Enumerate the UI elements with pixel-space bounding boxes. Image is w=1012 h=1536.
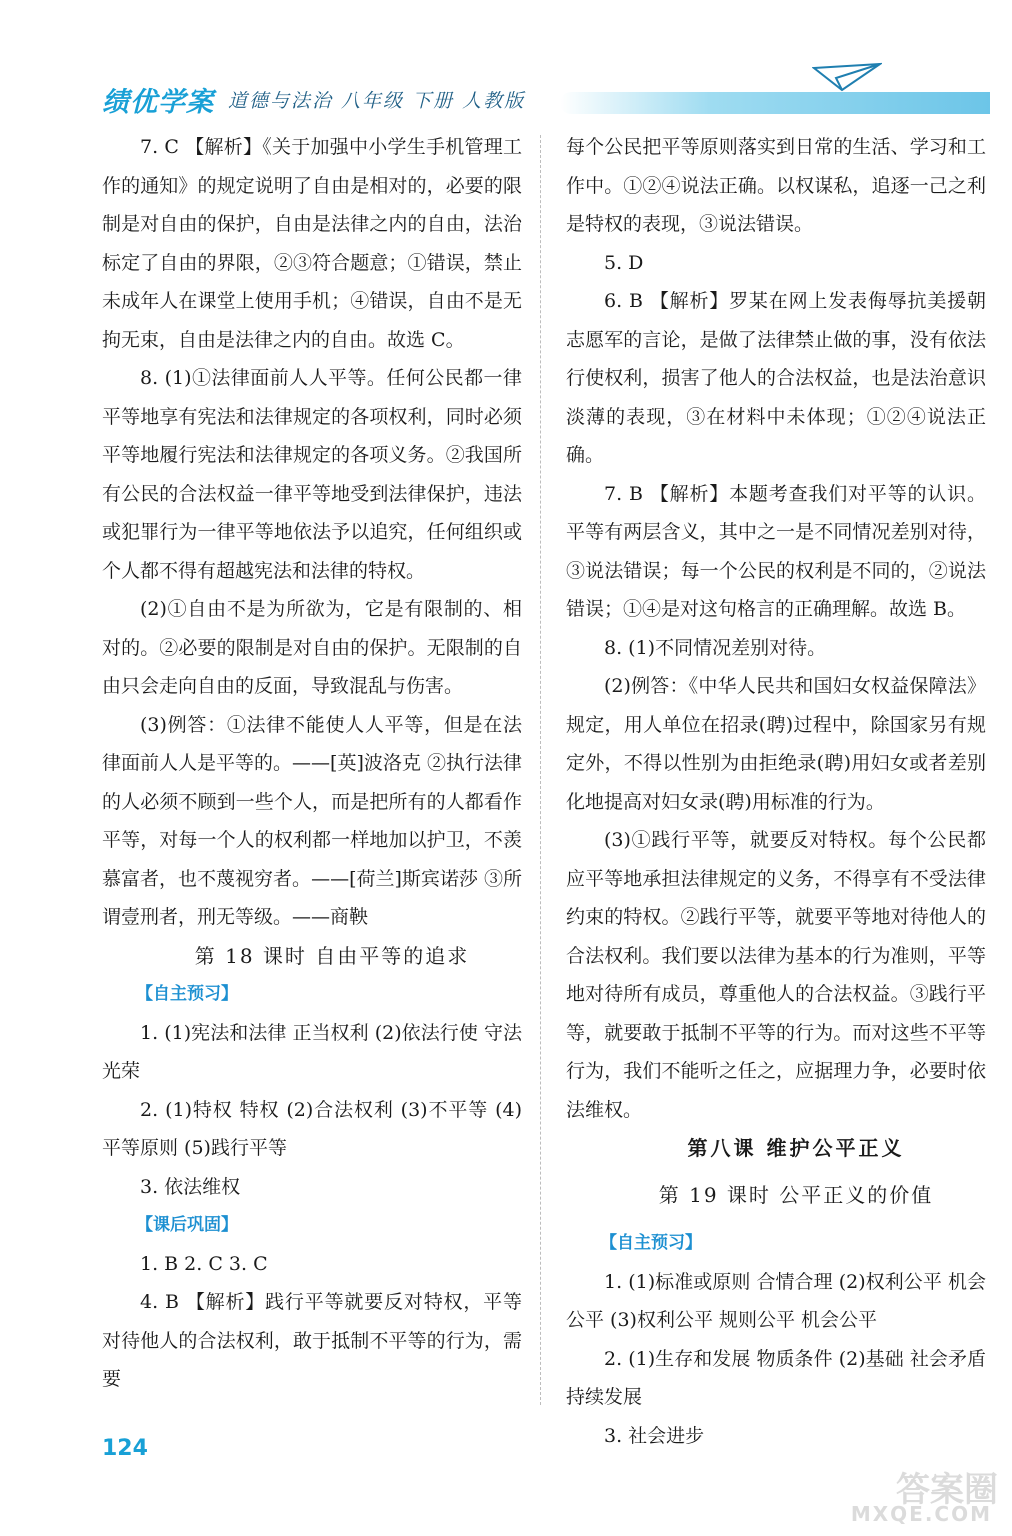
page-header xyxy=(0,0,1012,125)
tag-after-class: 【课后巩固】 xyxy=(136,1215,238,1235)
watermark-text: 答案圈 xyxy=(896,1470,998,1510)
section-title-19: 第 19 课时 公平正义的价值 xyxy=(658,1182,934,1207)
header-decor-band xyxy=(560,92,990,114)
preview-l-3: 3. 依法维权 xyxy=(140,1175,241,1198)
watermark-logo xyxy=(838,1462,998,1530)
watermark-url: MXQE.COM xyxy=(850,1502,992,1526)
answer-l-q7: 7. C 【解析】《关于加强中小学生手机管理工作的通知》的规定说明了自由是相对的，必要的限制是对自由的保护，自由是法律之内的自由，法治标定了自由的界限，②③符合题意；①错误，禁止未成年人在课堂上使用手机；④错误，自由不是无拘无束，自由是法律之内的自由。故选 C。 xyxy=(102,136,522,351)
tag-self-preview-r: 【自主预习】 xyxy=(600,1233,702,1253)
preview-r-2: 2. (1)生存和发展 物质条件 (2)基础 社会矛盾 持续发展 xyxy=(566,1347,986,1408)
answer-l-q8-1: 8. (1)①法律面前人人平等。任何公民都一律平等地享有宪法和法律规定的各项权利，同时必须平等地履行宪法和法律规定的各项义务。②我国所有公民的合法权益一律平等地受到法律保护，违法或犯罪行为一律平等地依法予以追究，任何组织或个人都不得有超越宪法和法律的特权。 xyxy=(102,367,522,582)
preview-r-1: 1. (1)标准或原则 合情合理 (2)权利公平 机会公平 (3)权利公平 规则公平 机会公平 xyxy=(566,1270,986,1331)
answer-r-continued: 每个公民把平等原则落实到日常的生活、学习和工作中。①②④说法正确。以权谋私，追逐一己之利是特权的表现，③说法错误。 xyxy=(566,136,986,235)
book-subtitle: 道德与法治 八年级 下册 人教版 xyxy=(228,90,526,112)
column-divider xyxy=(540,135,541,1405)
page-number: 124 xyxy=(102,1436,148,1461)
review-l-4: 4. B 【解析】践行平等就要反对特权，平等对待他人的合法权利，敢于抵制不平等的行为，需要 xyxy=(102,1291,522,1390)
answer-r-q7: 7. B 【解析】本题考查我们对平等的认识。平等有两层含义，其中之一是不同情况差别对待，③说法错误；每一个公民的权利是不同的，②说法错误；①④是对这句格言的正确理解。故选 B。 xyxy=(566,482,986,620)
answer-r-q5: 5. D xyxy=(604,251,644,274)
review-l-1: 1. B 2. C 3. C xyxy=(140,1252,268,1275)
answer-r-q8-3: (3)①践行平等，就要反对特权。每个公民都应平等地承担法律规定的义务，不得享有不受法律约束的特权。②践行平等，就要平等地对待他人的合法权利。我们要以法律为基本的行为准则，平等地对待所有成员，尊重他人的合法权益。③践行平等，就要敢于抵制不平等的行为。而对这些不平等行为，我们不能听之任之，应据理力争，必要时依法维权。 xyxy=(566,829,986,1121)
answer-r-q8-1: 8. (1)不同情况差别对待。 xyxy=(604,636,827,659)
brand-logo: 绩优学案 xyxy=(102,87,214,118)
section-title-18: 第 18 课时 自由平等的追求 xyxy=(194,943,470,968)
answer-l-q8-3: (3)例答：①法律不能使人人平等，但是在法律面前人人是平等的。——[英]波洛克 ②执行法律的人必须不顾到一些个人，而是把所有的人都看作平等，对每一个人的权利都一样地加以护卫，不羡慕富者，也不蔑视穷者。——[荷兰]斯宾诺莎 ③所谓壹刑者，刑无等级。——商鞅 xyxy=(102,713,522,928)
paper-plane-icon xyxy=(812,60,882,100)
answer-r-q6: 6. B 【解析】罗某在网上发表侮辱抗美援朝志愿军的言论，是做了法律禁止做的事，没有依法行使权利，损害了他人的合法权益，也是法治意识淡薄的表现，③在材料中未体现；①②④说法正确。 xyxy=(566,290,986,466)
lesson-title-8: 第八课 维护公平正义 xyxy=(687,1136,905,1160)
answer-l-q8-2: (2)①自由不是为所欲为，它是有限制的、相对的。②必要的限制是对自由的保护。无限制的自由只会走向自由的反面，导致混乱与伤害。 xyxy=(102,598,522,697)
preview-r-3: 3. 社会进步 xyxy=(604,1424,705,1447)
right-column xyxy=(566,128,986,1455)
preview-l-1: 1. (1)宪法和法律 正当权利 (2)依法行使 守法光荣 xyxy=(102,1021,522,1082)
tag-self-preview-l: 【自主预习】 xyxy=(136,984,238,1004)
left-column xyxy=(102,128,522,1399)
answer-r-q8-2: (2)例答：《中华人民共和国妇女权益保障法》规定，用人单位在招录(聘)过程中，除国家另有规定外，不得以性别为由拒绝录(聘)用妇女或者差别化地提高对妇女录(聘)用标准的行为。 xyxy=(566,675,986,813)
preview-l-2: 2. (1)特权 特权 (2)合法权利 (3)不平等 (4)平等原则 (5)践行平等 xyxy=(102,1098,522,1159)
